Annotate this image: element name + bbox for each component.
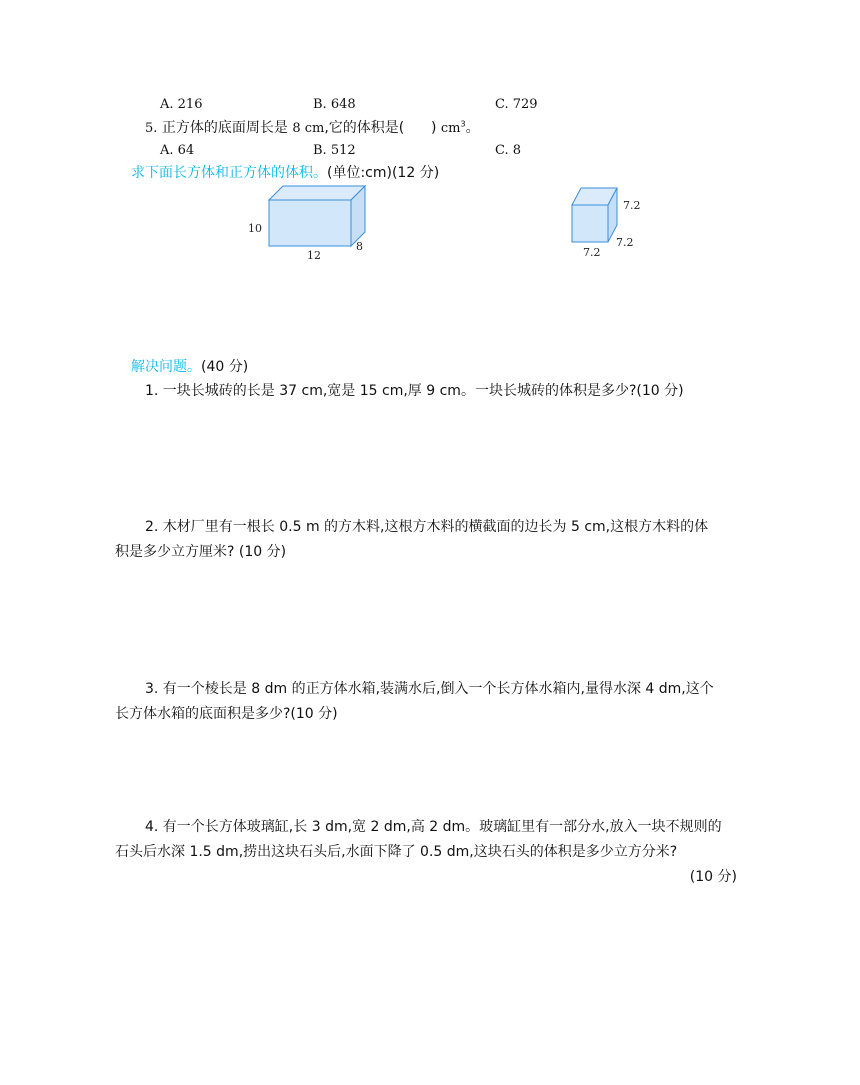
q5-text-before: 正方体的底面周长是	[161, 120, 288, 136]
problem-2	[115, 515, 745, 565]
problem-3-line-2: 长方体水箱的底面积是多少?(10 分)	[115, 706, 338, 722]
problem-4-points: (10 分)	[689, 869, 737, 885]
cube-depth-label: 7.2	[616, 236, 634, 249]
problem-2-line-2: 积是多少立方厘米? (10 分)	[115, 544, 287, 560]
q4-option-a: A. 216	[160, 97, 203, 112]
section-problems-title-suffix: (40 分)	[201, 359, 249, 375]
q5-unit: cm	[440, 121, 461, 136]
problem-1: 1. 一块长城砖的长是 37 cm,宽是 15 cm,厚 9 cm。一块长城砖的体积是多少?(10 分)	[145, 383, 684, 399]
q5-option-c: C. 8	[495, 143, 522, 158]
problem-4-line-2: 石头后水深 1.5 dm,捞出这块石头后,水面下降了 0.5 dm,这块石头的体积是多少立方分米?	[115, 844, 678, 860]
cube-figure	[565, 182, 655, 262]
q5-end: 。	[465, 120, 480, 136]
q5-question	[145, 119, 480, 138]
q5-option-a: A. 64	[160, 143, 195, 158]
problem-2-line-1: 2. 木材厂里有一根长 0.5 m 的方木料,这根方木料的横截面的边长为 5 cm,这根方木料的体	[145, 519, 709, 535]
cuboid-height-label: 10	[248, 222, 262, 235]
problem-3	[115, 677, 745, 727]
section-problems-heading	[131, 358, 248, 376]
q5-unit-sup: 3	[460, 119, 466, 129]
problem-4	[115, 815, 745, 890]
section-problems-title: 解决问题。	[131, 359, 201, 375]
cuboid-width-label: 8	[356, 240, 363, 253]
section-volume-title: 求下面长方体和正方体的体积。	[131, 165, 327, 181]
q5-text-after: ,它的体积是( )	[324, 120, 437, 136]
problem-3-line-1: 3. 有一个棱长是 8 dm 的正方体水箱,装满水后,倒入一个长方体水箱内,量得水深 4 dm,这个	[145, 681, 714, 697]
cuboid-front-face	[269, 200, 351, 246]
cuboid-figure	[240, 180, 380, 262]
q5-number: 5.	[145, 121, 158, 136]
section-volume-title-suffix: (单位:cm)(12 分)	[327, 165, 440, 181]
q5-option-b: B. 512	[313, 143, 356, 158]
cube-bottom-label: 7.2	[583, 246, 601, 259]
cube-front-face	[572, 205, 608, 242]
q5-value: 8 cm	[292, 121, 325, 136]
q4-option-b: B. 648	[313, 97, 356, 112]
problem-4-line-1: 4. 有一个长方体玻璃缸,长 3 dm,宽 2 dm,高 2 dm。玻璃缸里有一部分水,放入一块不规则的	[145, 819, 722, 835]
cube-right-label: 7.2	[623, 199, 641, 212]
cuboid-top-face	[269, 186, 365, 200]
q4-option-c: C. 729	[495, 97, 538, 112]
cuboid-length-label: 12	[307, 249, 321, 262]
